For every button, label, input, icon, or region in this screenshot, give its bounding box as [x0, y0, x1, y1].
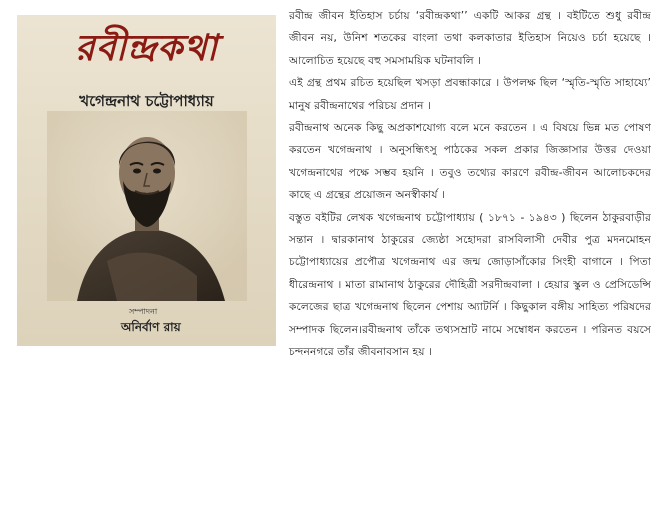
cover-editor-label: সম্পাদনা — [129, 307, 158, 316]
paragraph: রবীন্দ্র জীবন ইতিহাস চর্চায় ‘রবীন্দ্রকথা’’ একটি আকর গ্রন্থ । বইটিতে শুধু রবীন্দ্র জীবন নয়, উনিশ শতকের বাংলা তথা কলকাতার ইতিহাস নিয়েও চর্চা হয়েছে । আলোচিত হয়েছে বহু সমসাময়িক ঘটনাবলি । — [289, 10, 651, 67]
paragraph: বস্তুত বইটির লেখক খগেন্দ্রনাথ চট্টোপাধ্যায় ( ১৮৭১ - ১৯৪৩ ) ছিলেন ঠাকুরবাড়ীর সন্তান । দ্বারকানাথ ঠাকুরের জ্যেষ্ঠা সহোদরা রাসবিলাসী দেবীর পুত্র মদনমোহন চট্টোপাধ্যায়ের প্রপৌত্র খগেন্দ্রনাথ এর জন্ম জোড়াসাঁকোর সিংহী বাগানে । পিতা ধীরেন্দ্রনাথ । মাতা রামানাথ ঠাকুরের দৌহিত্রী সরদীন্দ্রবালা । হেয়ার স্কুল ও প্রেসিডেন্সি কলেজের ছাত্র খগেন্দ্রনাথ ছিলেন পেশায় অ্যাটর্নি । কিছুকাল বঙ্গীয় সাহিত্য পরিষদের সম্পাদক ছিলেন।রবীন্দ্রনাথ তাঁকে তথ্যসম্রাট নামে সম্বোধন করতেন । পরিনত বয়সে চন্দননগরে তাঁর জীবনাবসান হয় । — [289, 211, 651, 359]
book-cover — [17, 15, 276, 346]
portrait-image — [47, 111, 247, 301]
cover-title: রবীন্দ্রকথা — [74, 27, 219, 69]
article-text — [289, 5, 651, 364]
paragraph: রবীন্দ্রনাথ অনেক কিছু অপ্রকাশযোগ্য বলে মনে করতেন । এ বিষয়ে ভিন্ন মত পোষণ করতেন খগেন্দ্রনাথ । অনুসন্ধিৎসু পাঠকের সকল প্রকার জিজ্ঞাসার উত্তর দেওয়া খগেন্দ্রনাথের পক্ষে সম্ভব হয়নি । তবুও তথ্যের কারণে রবীন্দ্র-জীবন আলোচকদের কাছে এ গ্রন্থের প্রয়োজন অনস্বীকার্য । — [289, 122, 651, 202]
cover-editor: অনির্বাণ রায় — [121, 320, 181, 334]
paragraph: এই গ্রন্থ প্রথম রচিত হয়েছিল খসড়া প্রবন্ধাকারে । উপলক্ষ ছিল ‘স্মৃতি-স্মৃতি সাহায্যে’ মানুষ রবীন্দ্রনাথের পরিচয় প্রদান । — [289, 77, 651, 112]
cover-author: খগেন্দ্রনাথ চট্টোপাধ্যায় — [79, 92, 214, 110]
